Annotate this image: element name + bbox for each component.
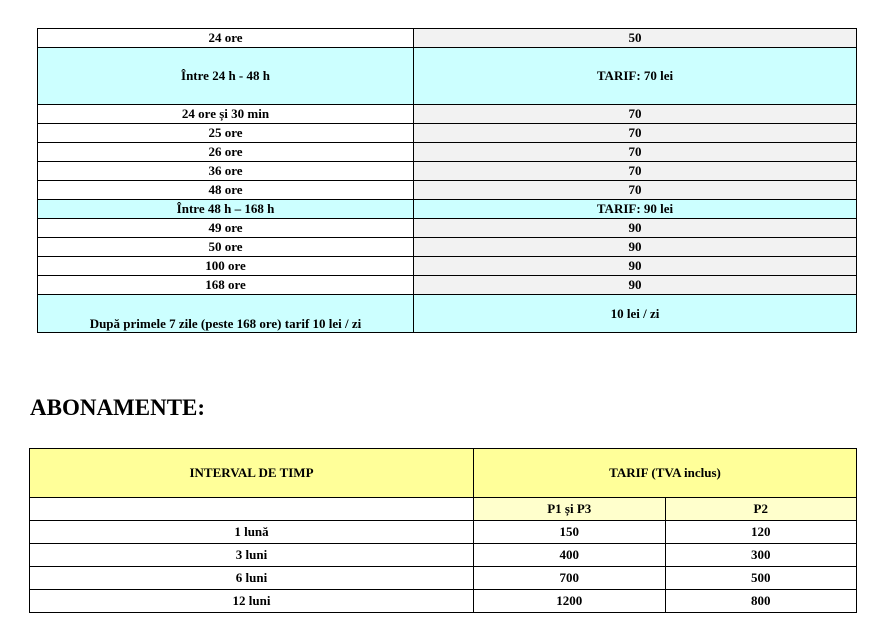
header-interval: INTERVAL DE TIMP (30, 449, 474, 498)
interval-cell: 48 ore (38, 181, 414, 200)
interval-cell: 26 ore (38, 143, 414, 162)
interval-cell: 36 ore (38, 162, 414, 181)
table-row (38, 124, 857, 143)
p1p3-cell: 700 (474, 567, 666, 590)
p2-cell: 120 (665, 521, 857, 544)
value-cell: 70 (414, 105, 857, 124)
col-p1p3: P1 și P3 (474, 498, 666, 521)
table-row (38, 105, 857, 124)
interval-cell: 50 ore (38, 238, 414, 257)
interval-cell: 49 ore (38, 219, 414, 238)
table-row (38, 143, 857, 162)
tariff-table (37, 28, 857, 333)
subheader-row (30, 498, 857, 521)
band-row (38, 48, 857, 105)
section-title: ABONAMENTE: (30, 395, 206, 420)
p2-cell: 300 (665, 544, 857, 567)
value-cell: 90 (414, 257, 857, 276)
table-row (38, 162, 857, 181)
period-cell: 1 lună (30, 521, 474, 544)
header-row (30, 449, 857, 498)
p1p3-cell: 150 (474, 521, 666, 544)
value-cell: 50 (414, 29, 857, 48)
col-p2: P2 (665, 498, 857, 521)
value-cell: TARIF: 70 lei (414, 48, 857, 105)
interval-cell: Între 24 h - 48 h (38, 48, 414, 105)
p2-cell: 500 (665, 567, 857, 590)
table-row (38, 29, 857, 48)
interval-cell: 24 ore (38, 29, 414, 48)
interval-cell: 24 ore și 30 min (38, 105, 414, 124)
interval-cell: Între 48 h – 168 h (38, 200, 414, 219)
value-cell: 90 (414, 276, 857, 295)
p1p3-cell: 1200 (474, 590, 666, 613)
table-row (30, 590, 857, 613)
band-row (38, 200, 857, 219)
band-row (38, 295, 857, 333)
table-row (30, 521, 857, 544)
table-row (38, 238, 857, 257)
value-cell: 90 (414, 219, 857, 238)
interval-cell: 25 ore (38, 124, 414, 143)
value-cell: 70 (414, 162, 857, 181)
period-cell: 3 luni (30, 544, 474, 567)
table-row (30, 567, 857, 590)
interval-cell: După primele 7 zile (peste 168 ore) tarif 10 lei / zi (38, 295, 414, 333)
interval-cell: 100 ore (38, 257, 414, 276)
p1p3-cell: 400 (474, 544, 666, 567)
value-cell: TARIF: 90 lei (414, 200, 857, 219)
subscriptions-table (29, 448, 857, 613)
interval-cell: 168 ore (38, 276, 414, 295)
table-row (38, 257, 857, 276)
table-row (38, 276, 857, 295)
table-row (38, 181, 857, 200)
table-row (30, 544, 857, 567)
period-cell: 12 luni (30, 590, 474, 613)
empty-cell (30, 498, 474, 521)
period-cell: 6 luni (30, 567, 474, 590)
table-row (38, 219, 857, 238)
value-cell: 70 (414, 124, 857, 143)
header-tariff: TARIF (TVA inclus) (474, 449, 857, 498)
value-cell: 10 lei / zi (414, 295, 857, 333)
value-cell: 70 (414, 181, 857, 200)
value-cell: 70 (414, 143, 857, 162)
value-cell: 90 (414, 238, 857, 257)
p2-cell: 800 (665, 590, 857, 613)
